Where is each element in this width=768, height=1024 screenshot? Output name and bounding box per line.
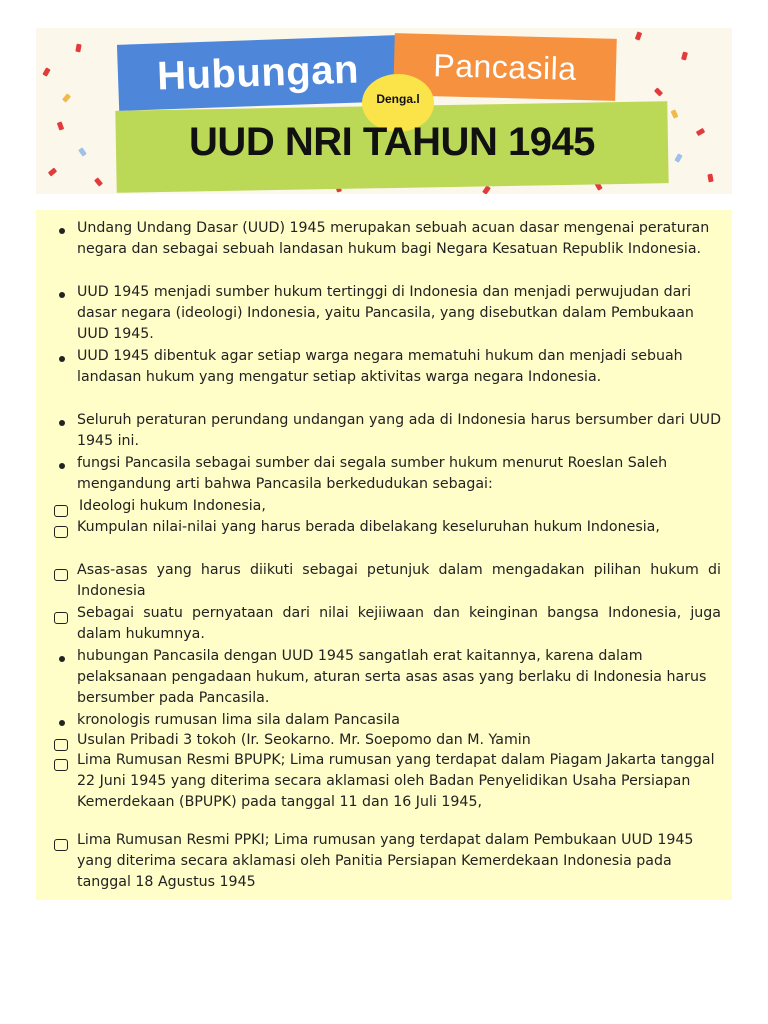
list-item: hubungan Pancasila dengan UUD 1945 sangatlah erat kaitannya, karena dalam pelaksanaan pengadaan hukum, aturan serta asas asas yang berlaku di Indonesia harus bersumber pada Pancasila. [77, 648, 707, 706]
list-item: Seluruh peraturan perundang undangan yang ada di Indonesia harus bersumber dari UUD 1945 ini. [77, 412, 721, 449]
title-part2: Pancasila [393, 33, 617, 101]
checkbox-marker [54, 569, 68, 581]
confetti [681, 51, 688, 60]
list-item: Ideologi hukum Indonesia, [79, 498, 266, 514]
bullet-marker [59, 292, 65, 298]
list-item: Lima Rumusan Resmi PPKI; Lima rumusan yang terdapat dalam Pembukaan UUD 1945 yang diterima secara aklamasi oleh Panitia Persiapan Kemerdekaan Indonesia pada tanggal 18 Agustus 1945 [77, 832, 694, 890]
checkbox-marker [54, 739, 68, 751]
bullet-marker [59, 356, 65, 362]
list-item: Kumpulan nilai-nilai yang harus berada dibelakang keseluruhan hukum Indonesia, [77, 519, 660, 535]
confetti [57, 121, 64, 130]
list-item: Asas-asas yang harus diikuti sebagai petunjuk dalam mengadakan pilihan hukum di Indonesia [77, 562, 721, 599]
confetti [75, 44, 81, 53]
list-item: Undang Undang Dasar (UUD) 1945 merupakan sebuah acuan dasar mengenai peraturan negara dan sebagai sebuah landasan hukum bagi Negara Kesatuan Republik Indonesia. [77, 220, 710, 257]
confetti [707, 174, 713, 183]
checkbox-marker [54, 612, 68, 624]
confetti [696, 128, 705, 136]
bullet-marker [59, 420, 65, 426]
confetti [94, 177, 103, 186]
page-title: UUD NRI TAHUN 1945 [189, 120, 595, 164]
confetti [42, 67, 50, 76]
list-item: kronologis rumusan lima sila dalam Pancasila [77, 712, 400, 728]
bullet-marker [59, 463, 65, 469]
confetti [671, 109, 679, 118]
bullet-marker [59, 228, 65, 234]
list-item: fungsi Pancasila sebagai sumber dai segala sumber hukum menurut Roeslan Saleh mengandung arti bahwa Pancasila berkedudukan sebagai: [77, 455, 668, 492]
checkbox-marker [54, 839, 68, 851]
title-part1: Hubungan [117, 35, 399, 111]
confetti [635, 31, 642, 40]
list-item: Usulan Pribadi 3 tokoh (Ir. Seokarno. Mr. Soepomo dan M. Yamin [77, 732, 531, 748]
bullet-marker [59, 656, 65, 662]
confetti [48, 168, 57, 177]
content-panel [36, 210, 732, 900]
list-item: Sebagai suatu pernyataan dari nilai kejiiwaan dan keinginan bangsa Indonesia, juga dalam hukumnya. [77, 605, 721, 642]
title-banner [36, 28, 732, 194]
list-item: UUD 1945 dibentuk agar setiap warga negara mematuhi hukum dan menjadi sebuah landasan hukum yang mengatur setiap aktivitas warga negara Indonesia. [77, 348, 683, 385]
confetti [78, 147, 87, 156]
confetti [674, 153, 682, 162]
list-item: Lima Rumusan Resmi BPUPK; Lima rumusan yang terdapat dalam Piagam Jakarta tanggal 22 Juni 1945 yang diterima secara aklamasi oleh Badan Penyelidikan Usaha Persiapan Kemerdekaan (BPUPK) pada tanggal 11 dan 16 Juli 1945, [77, 752, 715, 810]
confetti [482, 185, 491, 194]
confetti [62, 93, 71, 102]
connector-label: Denga.l [376, 92, 420, 106]
checkbox-marker [54, 759, 68, 771]
checkbox-marker [54, 526, 68, 538]
checkbox-marker [54, 505, 68, 517]
confetti [654, 87, 663, 96]
list-item: UUD 1945 menjadi sumber hukum tertinggi di Indonesia dan menjadi perwujudan dari dasar negara (ideologi) Indonesia, yaitu Pancasila, yang disebutkan dalam Pembukaan UUD 1945. [77, 284, 694, 342]
bullet-marker [59, 720, 65, 726]
